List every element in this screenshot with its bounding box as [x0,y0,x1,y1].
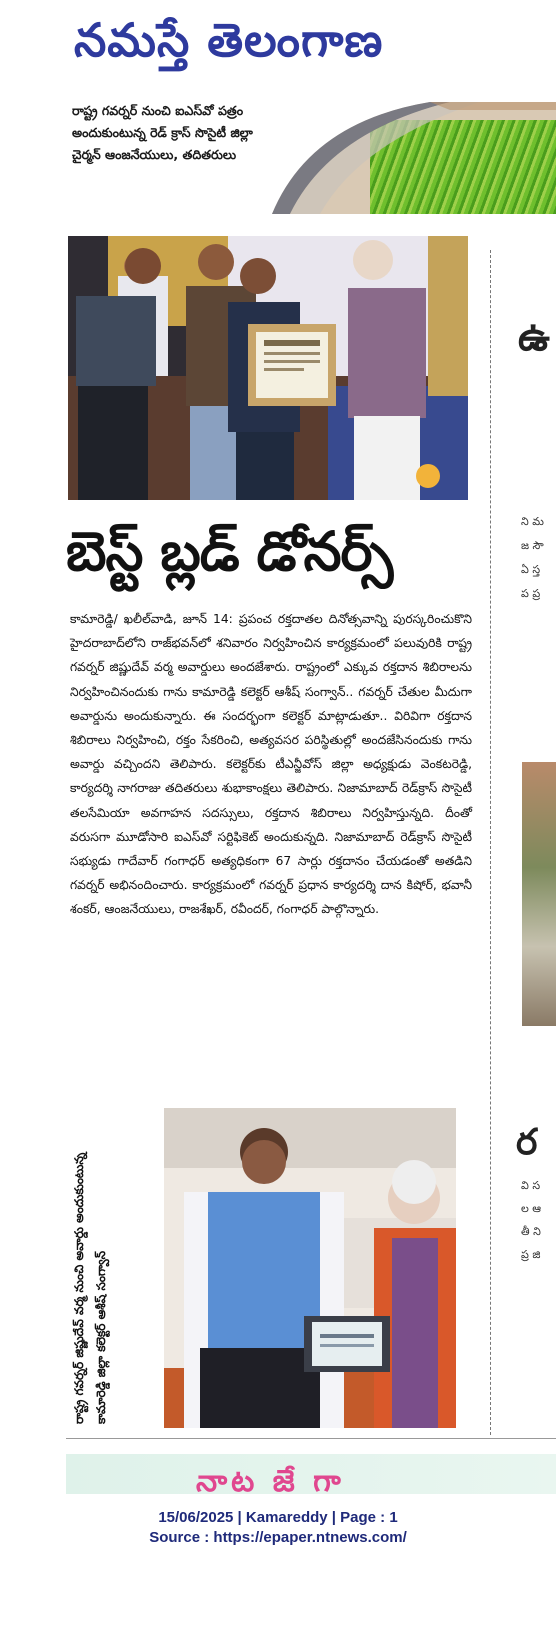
footer-date-page: 15/06/2025 | Kamareddy | Page : 1 [158,1509,398,1526]
section-divider [66,1438,556,1439]
article-headline: బెస్ట్ బ్లడ్ డోనర్స్ [66,520,393,583]
bottom-banner-text: నాట జే గా [196,1464,345,1494]
adjacent-photo-fragment [522,762,556,1026]
masthead-title: నమస్తే తెలంగాణ [74,13,384,67]
footer-source-link[interactable]: Source : https://epaper.ntnews.com/ [149,1529,407,1546]
banner-curve-graphic [250,102,556,214]
collector-award-photo [164,1108,456,1428]
adjacent-text-fragment: ని మ జ సౌ ఏ స్త ప ప్ర [521,515,544,600]
collector-photo-caption: రాష్ట్ర గవర్నర్ జిష్ణుదేవ్ వర్మ నుంచి అవార్డు అందుకుంటున్న కామారెడ్డి జిల్లా కలెక్టర్ ఆశీష్ సంగ్వాన్ [72,1152,108,1424]
award-ceremony-photo [68,236,468,500]
top-banner-image [250,102,556,214]
column-divider [490,250,491,1435]
page-footer [0,1508,556,1548]
adjacent-headline-fragment-2: ర [516,1122,538,1163]
bottom-banner [66,1454,556,1494]
adjacent-article-strip [496,214,556,1436]
top-photo-caption: రాష్ట్ర గవర్నర్ నుంచి ఐఎస్‌వో పత్రం అందుకుంటున్న రెడ్ క్రాస్ సొసైటీ జిల్లా చైర్మన్ ఆంజనేయులు, తదితరులు [72,103,253,162]
article-body: కామారెడ్డి/ ఖలీల్‌వాడి, జూన్ 14: ప్రపంచ రక్తదాతల దినోత్సవాన్ని పురస్కరించుకొని హైదరాబాద్‌లోని రాజ్‌భవన్‌లో శనివారం నిర్వహించిన కార్యక్రమంలో పలువురికి రాష్ట్ర గవర్నర్ జిష్ణుదేవ్ వర్మ అవార్డులు అందజేశారు. రాష్ట్రంలో ఎక్కువ రక్తదాన శిబిరాలను నిర్వహించినందుకు గాను కామారెడ్డి కలెక్టర్ ఆశీష్ సంగ్వాన్.. గవర్నర్ చేతుల మీదుగా అవార్డును అందుకున్నారు. ఈ సందర్భంగా కలెక్టర్ మాట్లాడుతూ.. విరివిగా రక్తదాన శిబిరాలు నిర్వహించి, రక్తం సేకరించి, అత్యవసర పరిస్థితుల్లో అందజేసినందుకు గాను అవార్డు వచ్చిందని తెలిపారు. కలెక్టర్‌కు టీఎన్జీవోస్ జిల్లా అధ్యక్షుడు వెంకటరెడ్డి, కార్యదర్శి నాగరాజు తదితరులు శుభాకాంక్షలు తెలిపారు. నిజామాబాద్ రెడ్‌క్రాస్ సొసైటీ తలసేమియా అవగాహన సదస్సులు, రక్తదాన శిబిరాలు నిర్వహిస్తున్నది. దీంతో వరుసగా మూడోసారి ఐఎస్‌వో సర్టిఫికెట్ అందుకున్నది. నిజామాబాద్ రెడ్‌క్రాస్ సొసైటీ సభ్యుడు గాదేవార్ గంగాధర్ అత్యధికంగా 67 సార్లు రక్తదానం చేయడంతో అతడిని గవర్నర్ అభినందించారు. కార్యక్రమంలో గవర్నర్ ప్రధాన కార్యదర్శి దాన కిషోర్, భవానీ శంకర్, ఆంజనేయులు, రాజశేఖర్, రవీందర్, గంగాధర్ పాల్గొన్నారు. [70,612,472,917]
collector-photo-caption-vertical [68,1110,158,1428]
adjacent-headline-fragment: ఉ [518,314,550,360]
adjacent-text-fragment-2: వి స ల ఆ తీ ని ప్ర జి [521,1179,542,1261]
